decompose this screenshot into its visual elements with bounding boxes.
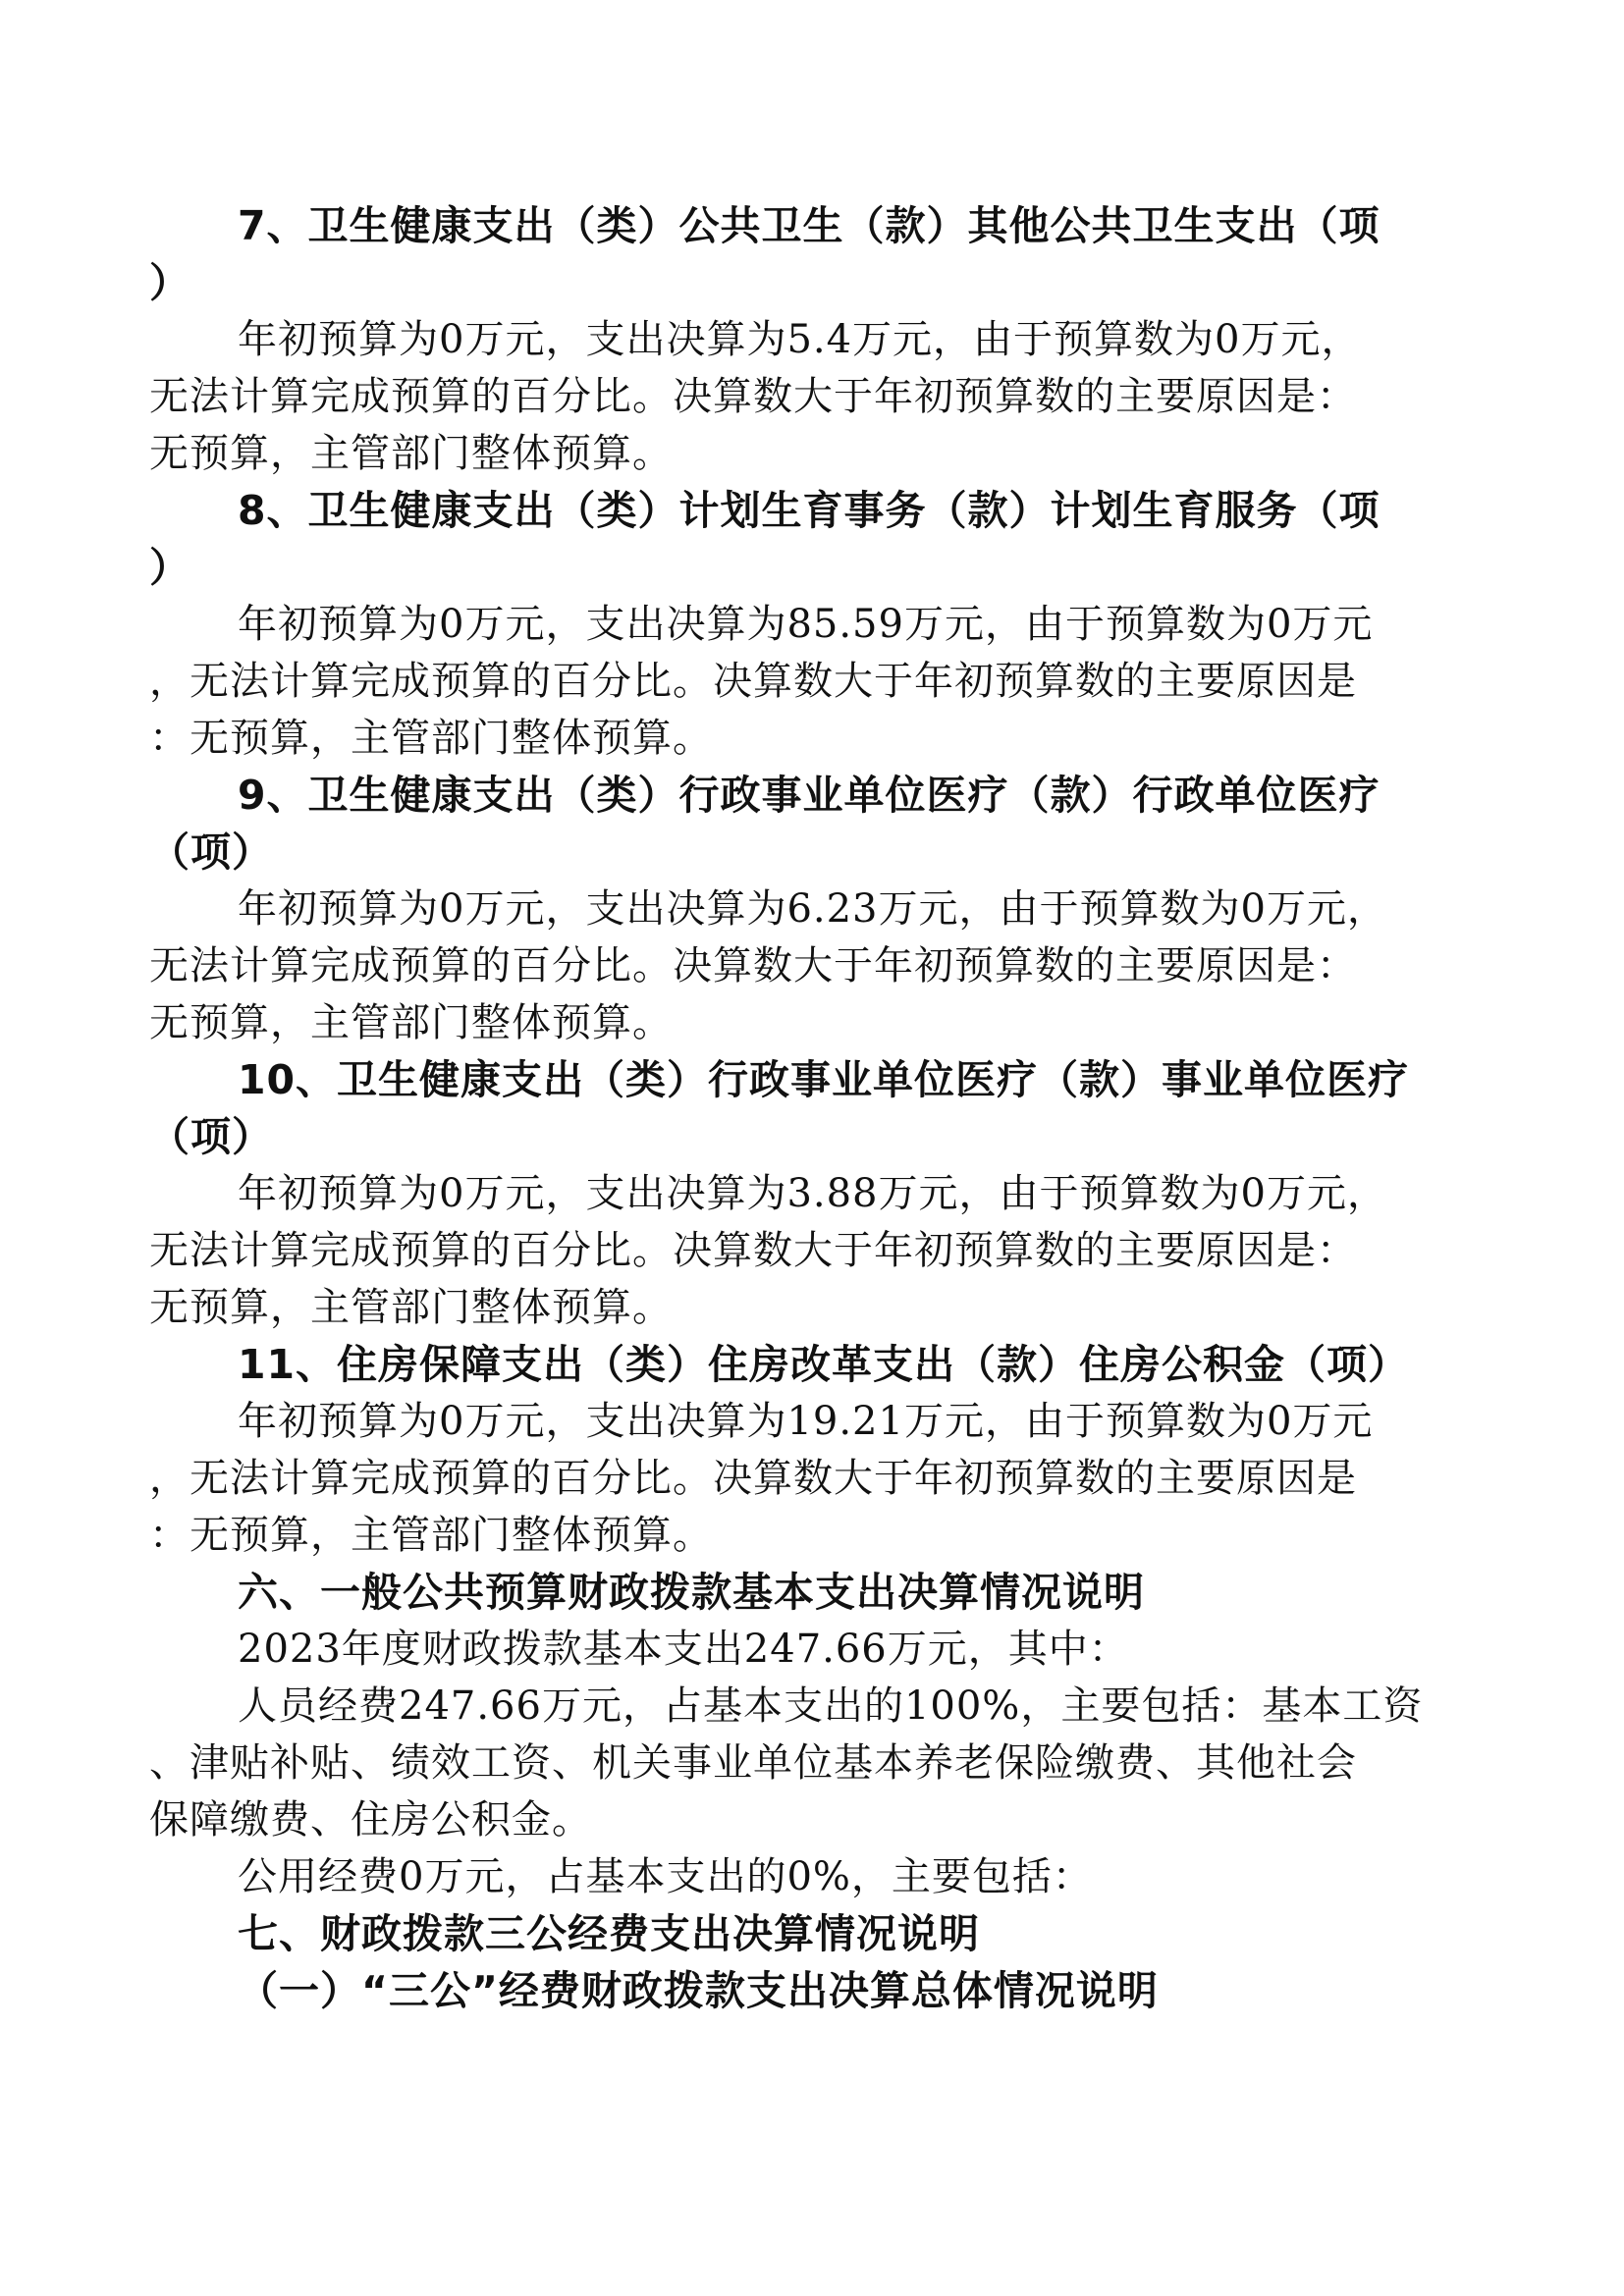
paragraph-line: 无预算，主管部门整体预算。 (149, 1000, 673, 1045)
paragraph-line: 年初预算为0万元，支出决算为3.88万元，由于预算数为0万元， (238, 1171, 1387, 1216)
paragraph-line: 年初预算为0万元，支出决算为5.4万元，由于预算数为0万元， (238, 317, 1362, 362)
paragraph-line: 无法计算完成预算的百分比。决算数大于年初预算数的主要原因是： (149, 1228, 1357, 1273)
section-heading-seven: 七、财政拨款三公经费支出决算情况说明 (238, 1910, 980, 1957)
paragraph-line: 无预算，主管部门整体预算。 (149, 1285, 673, 1330)
paragraph-line: ：无预算，主管部门整体预算。 (149, 1513, 713, 1558)
paragraph-line: ，无法计算完成预算的百分比。决算数大于年初预算数的主要原因是 (149, 1456, 1357, 1501)
paragraph-line: 年初预算为0万元，支出决算为85.59万元，由于预算数为0万元 (238, 602, 1374, 647)
paragraph-line: 年初预算为0万元，支出决算为19.21万元，由于预算数为0万元 (238, 1399, 1374, 1444)
section-heading-item-11: 11、住房保障支出（类）住房改革支出（款）住房公积金（项） (238, 1341, 1410, 1388)
section-heading-item-7: 7、卫生健康支出（类）公共卫生（款）其他公共卫生支出（项 (238, 202, 1380, 249)
section-heading-item-9: 9、卫生健康支出（类）行政事业单位医疗（款）行政单位医疗 (238, 772, 1380, 819)
paragraph-line: 保障缴费、住房公积金。 (149, 1797, 592, 1842)
paragraph-line: ：无预算，主管部门整体预算。 (149, 716, 713, 761)
section-heading-item-10-continued: （项） (149, 1113, 273, 1160)
paragraph-line: 公用经费0万元，占基本支出的0%，主要包括： (238, 1854, 1093, 1899)
paragraph-line: 年初预算为0万元，支出决算为6.23万元，由于预算数为0万元， (238, 886, 1387, 932)
section-heading-item-7-continued: ） (149, 259, 190, 306)
paragraph-line: 人员经费247.66万元，占基本支出的100%，主要包括：基本工资 (238, 1683, 1424, 1729)
paragraph-line: 无法计算完成预算的百分比。决算数大于年初预算数的主要原因是： (149, 374, 1357, 419)
subsection-heading-one: （一）“三公”经费财政拨款支出决算总体情况说明 (238, 1967, 1159, 2014)
paragraph-line: 、津贴补贴、绩效工资、机关事业单位基本养老保险缴费、其他社会 (149, 1740, 1357, 1786)
section-heading-six: 六、一般公共预算财政拨款基本支出决算情况说明 (238, 1569, 1145, 1616)
section-heading-item-8: 8、卫生健康支出（类）计划生育事务（款）计划生育服务（项 (238, 487, 1380, 534)
section-heading-item-10: 10、卫生健康支出（类）行政事业单位医疗（款）事业单位医疗 (238, 1056, 1410, 1103)
paragraph-line: ，无法计算完成预算的百分比。决算数大于年初预算数的主要原因是 (149, 659, 1357, 704)
paragraph-line: 无法计算完成预算的百分比。决算数大于年初预算数的主要原因是： (149, 943, 1357, 988)
paragraph-line: 无预算，主管部门整体预算。 (149, 431, 673, 476)
paragraph-line: 2023年度财政拨款基本支出247.66万元，其中： (238, 1627, 1129, 1672)
section-heading-item-9-continued: （项） (149, 828, 273, 876)
section-heading-item-8-continued: ） (149, 544, 190, 591)
